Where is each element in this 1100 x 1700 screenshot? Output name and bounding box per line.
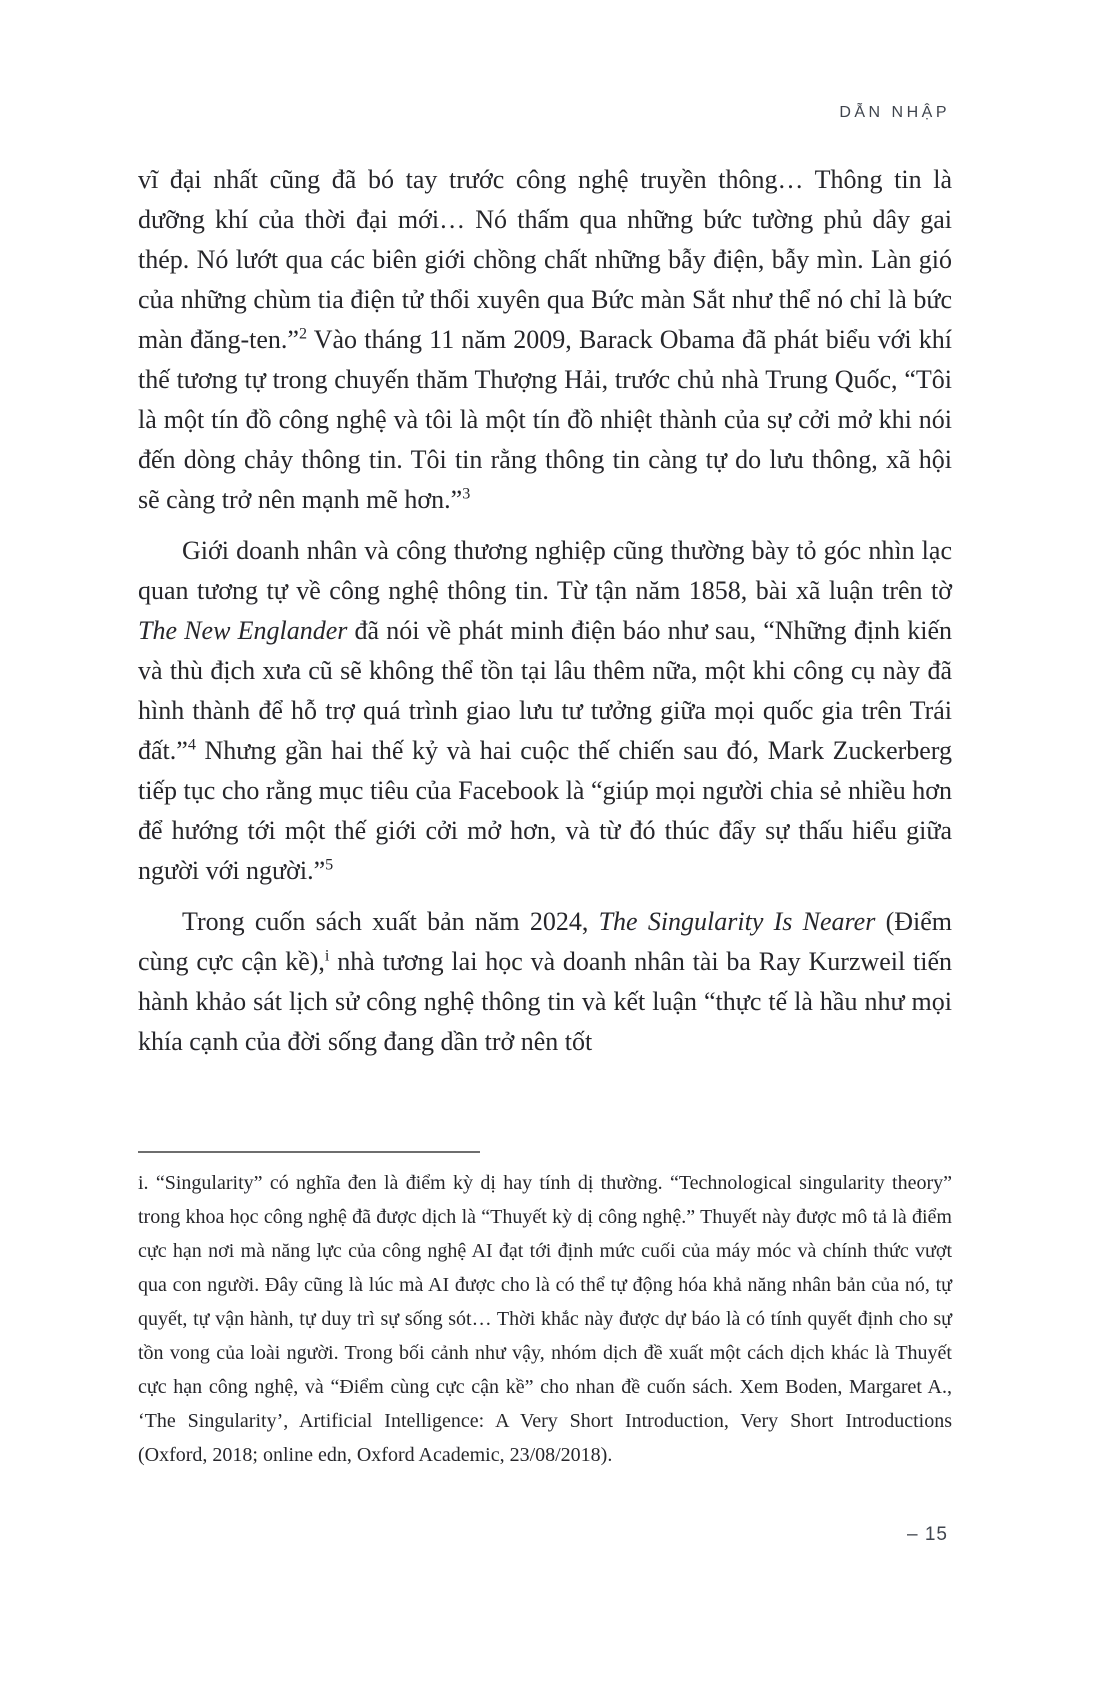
text-segment: vĩ đại nhất cũng đã bó tay trước công nghệ truyền thông… Thông tin là dưỡng khí của thời đại mới… Nó thấm qua những bức tường phủ dây gai thép. Nó lướt qua các biên giới chồng chất những bẫy điện, bẫy mìn. Làn gió của những chùm tia điện tử thổi xuyên qua Bức màn Sắt như thể nó chỉ là bức màn đăng-ten.” — [138, 165, 952, 354]
footnote-reference: 4 — [187, 736, 196, 754]
text-segment: (Điểm cùng cực cận kề), — [138, 907, 952, 976]
text-segment: i. “Singularity” có nghĩa đen là điểm kỳ dị hay tính dị thường. “Technological singularity theory” trong khoa học công nghệ đã được dịch là “Thuyết kỳ dị công nghệ.” Thuyết này được mô tả là điểm cực hạn nơi mà năng lực của công nghệ AI đạt tới định mức cuối của máy móc và chính thức vượt qua con người. Đây cũng là lúc mà AI được cho là có thể tự động hóa khả năng nhân bản của nó, tự quyết, tự vận hành, tự duy trì sự sống sót… Thời khắc này được dự báo là có tính quyết định cho sự tồn vong của loài người. Trong bối cảnh như vậy, nhóm dịch đề xuất một cách dịch khác là Thuyết cực hạn công nghệ, và “Điểm cùng cực cận kề” cho nhan đề cuốn sách. Xem Boden, Margaret A., ‘The Singularity’, Artificial Intelligence: A Very Short Introduction, Very Short Introductions (Oxford, 2018; online edn, Oxford Academic, 23/08/2018). — [138, 1172, 952, 1466]
text-segment: Nhưng gần hai thế kỷ và hai cuộc thế chiến sau đó, Mark Zuckerberg tiếp tục cho rằng mục tiêu của Facebook là “giúp mọi người chia sẻ nhiều hơn để hướng tới một thế giới cởi mở hơn, và từ đó thúc đẩy sự thấu hiểu giữa người với người.” — [138, 736, 952, 885]
paragraph — [138, 1166, 952, 1472]
text-segment: Vào tháng 11 năm 2009, Barack Obama đã phát biểu với khí thế tương tự trong chuyến thăm Thượng Hải, trước chủ nhà Trung Quốc, “Tôi là một tín đồ công nghệ và tôi là một tín đồ nhiệt thành của sự cởi mở khi nói đến dòng chảy thông tin. Tôi tin rằng thông tin càng tự do lưu thông, xã hội sẽ càng trở nên mạnh mẽ hơn.” — [138, 325, 953, 514]
text-segment: nhà tương lai học và doanh nhân tài ba Ray Kurzweil tiến hành khảo sát lịch sử công nghệ thông tin và kết luận “thực tế là hầu như mọi khía cạnh của đời sống đang dần trở nên tốt — [138, 947, 952, 1056]
footnote-divider — [138, 1151, 480, 1153]
paragraph — [138, 531, 952, 891]
paragraph — [138, 902, 952, 1062]
page-number: – 15 — [907, 1524, 948, 1545]
paragraph — [138, 160, 952, 520]
footnote-reference: i — [324, 947, 330, 965]
text-segment: đã nói về phát minh điện báo như sau, “Những định kiến và thù địch xưa cũ sẽ không thể tồn tại lâu thêm nữa, một khi công cụ này đã hình thành để hỗ trợ quá trình giao lưu tư tưởng giữa mọi quốc gia trên Trái đất.” — [138, 616, 952, 765]
footnote-reference: 2 — [298, 325, 308, 343]
body-text-block — [138, 160, 952, 1062]
footnote-block — [138, 1166, 952, 1472]
italic-title: The Singularity Is Nearer — [598, 907, 876, 936]
running-head: DẪN NHẬP — [839, 104, 950, 121]
text-segment: Giới doanh nhân và công thương nghiệp cũng thường bày tỏ góc nhìn lạc quan tương tự về công nghệ thông tin. Từ tận năm 1858, bài xã luận trên tờ — [138, 536, 952, 605]
italic-title: The New Englander — [138, 616, 348, 645]
text-segment: Trong cuốn sách xuất bản năm 2024, — [182, 907, 599, 936]
footnote-reference: 3 — [462, 485, 471, 503]
footnote-reference: 5 — [325, 856, 334, 874]
